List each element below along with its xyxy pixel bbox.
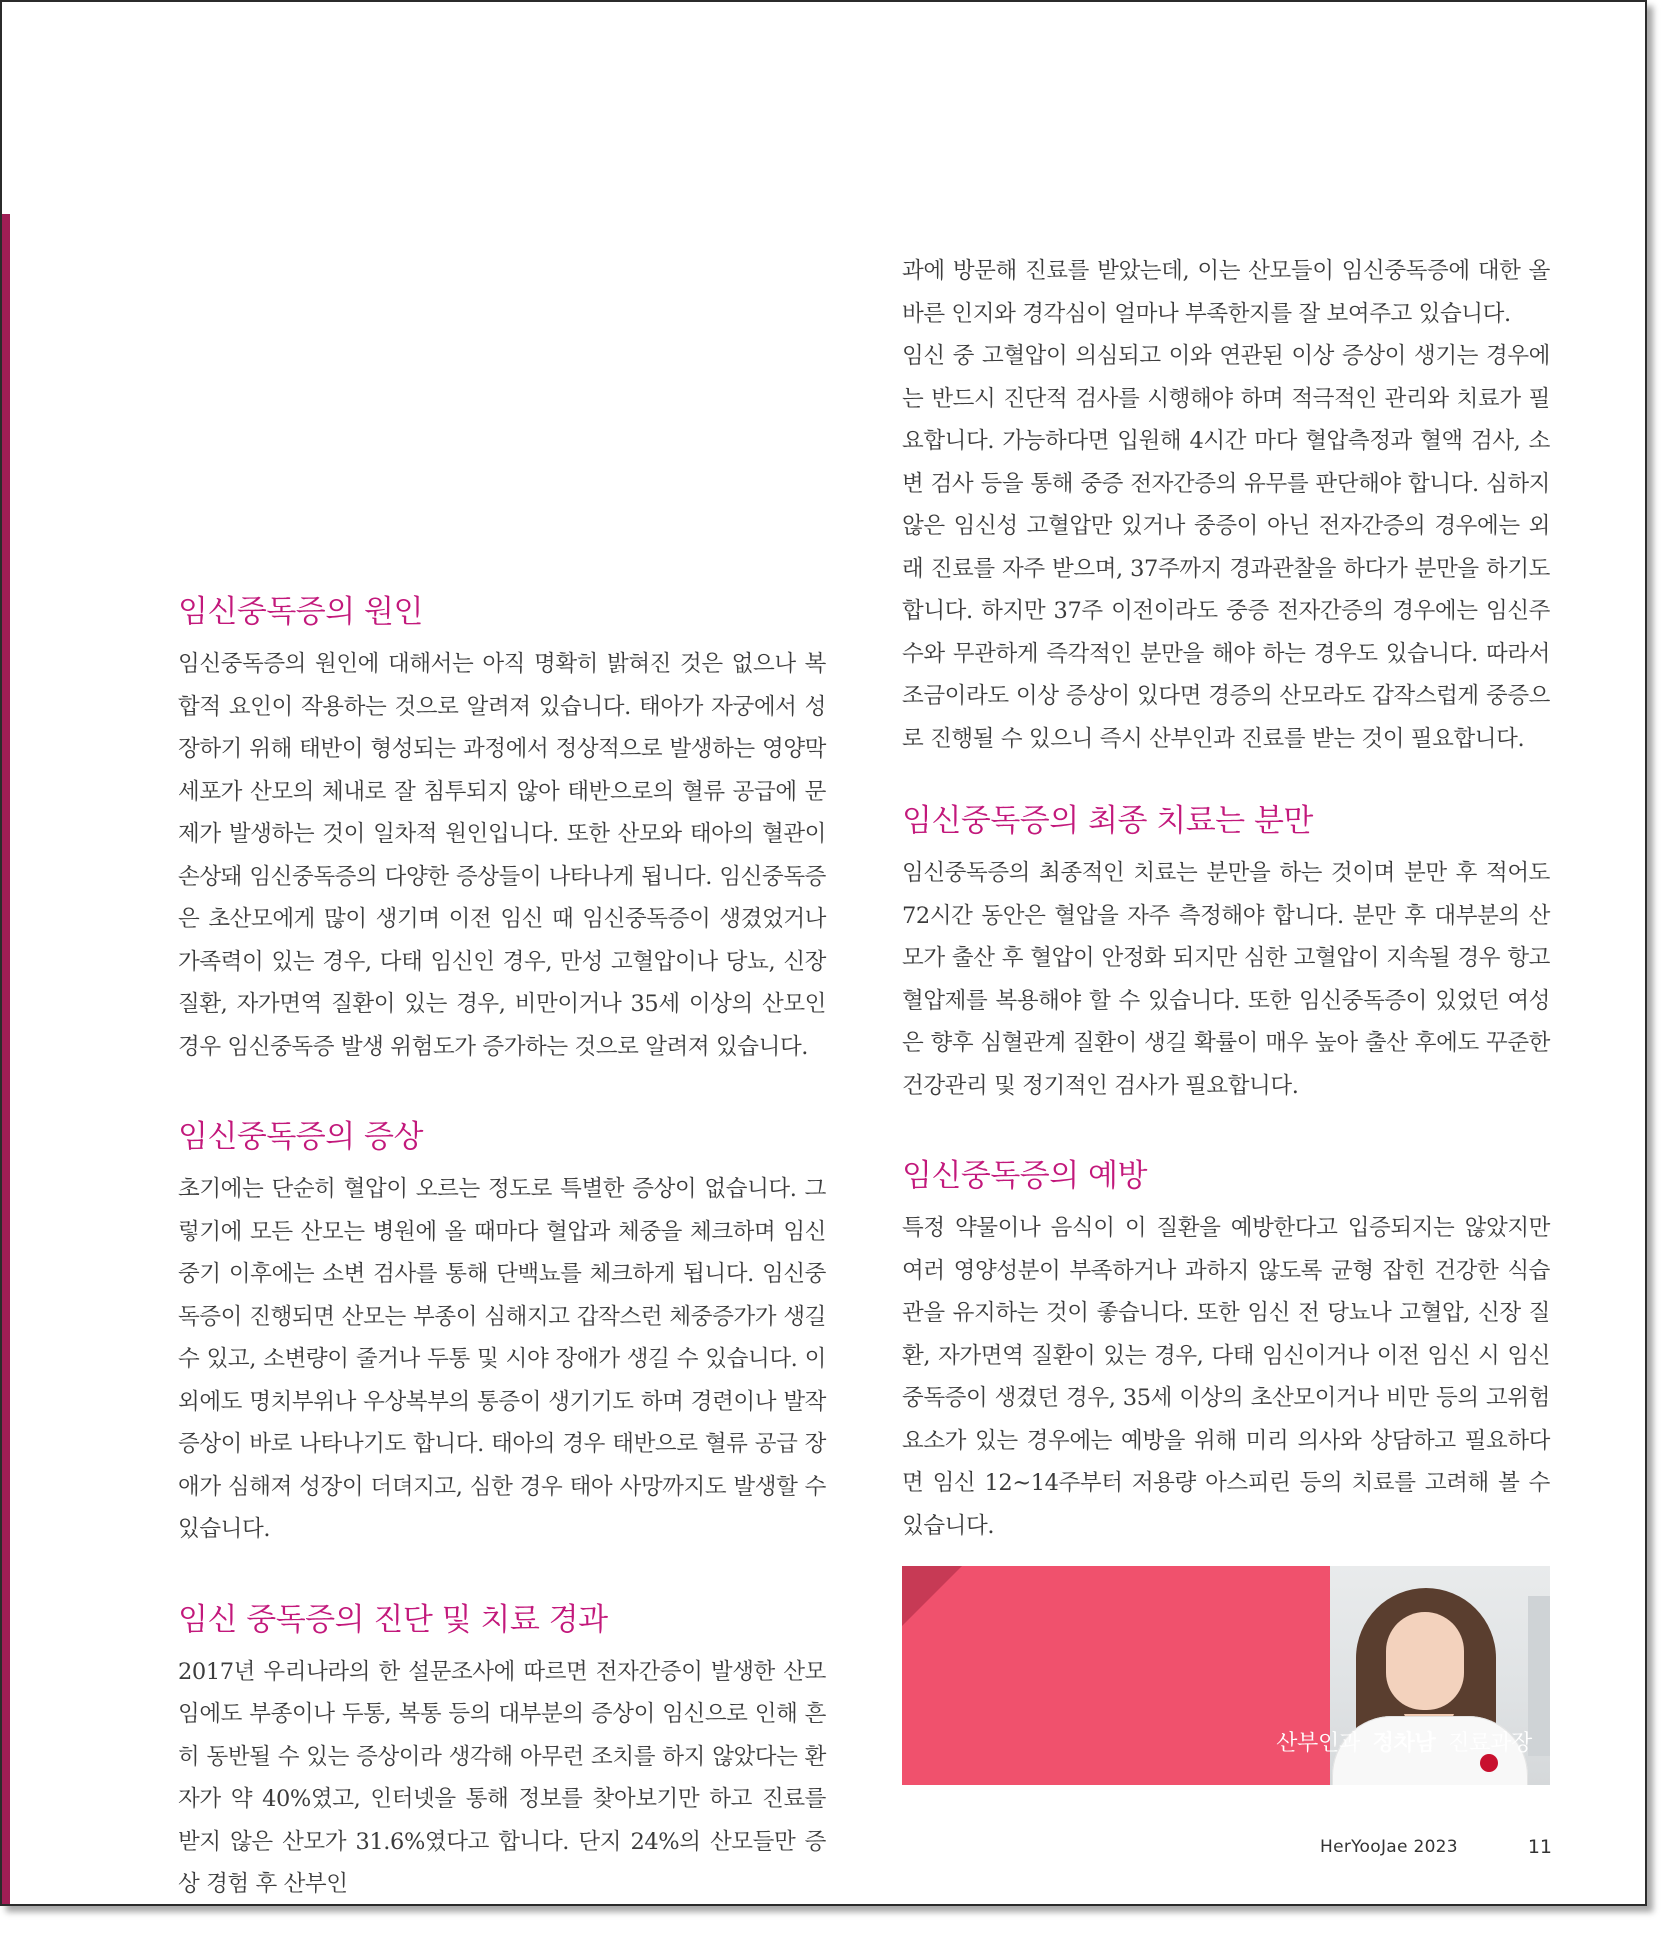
section-heading: 임신중독증의 원인	[178, 594, 423, 630]
doctor-name: 정차남	[1372, 1731, 1436, 1756]
section-heading: 임신중독증의 최종 치료는 분만	[902, 803, 1313, 839]
magazine-name: HerYooJae 2023	[1320, 1837, 1458, 1857]
doctor-department: 산부인과	[1276, 1731, 1360, 1756]
section-body: 초기에는 단순히 혈압이 오르는 정도로 특별한 증상이 없습니다. 그렇기에 모든 산모는 병원에 올 때마다 혈압과 체중을 체크하며 임신 중기 이후에는 소변 검사를 통해 단백뇨를 체크하게 됩니다. 임신중독증이 진행되면 산모는 부종이 심해지고 갑작스런 체중증가가 생길 수 있고, 소변량이 줄거나 두통 및 시야 장애가 생길 수 있습니다. 이외에도 명치부위나 우상복부의 통증이 생기기도 하며 경련이나 발작 증상이 바로 나타나기도 합니다. 태아의 경우 태반으로 혈류 공급 장애가 심해져 성장이 더뎌지고, 심한 경우 태아 사망까지도 발생할 수 있습니다.	[178, 1176, 826, 1542]
section-heading: 임신중독증의 증상	[178, 1119, 423, 1155]
section-body: 임신중독증의 원인에 대해서는 아직 명확히 밝혀진 것은 없으나 복합적 요인이 작용하는 것으로 알려져 있습니다. 태아가 자궁에서 성장하기 위해 태반이 형성되는 과정에서 정상적으로 발생하는 영양막세포가 산모의 체내로 잘 침투되지 않아 태반으로의 혈류 공급에 문제가 발생하는 것이 일차적 원인입니다. 또한 산모와 태아의 혈관이 손상돼 임신중독증의 다양한 증상들이 나타나게 됩니다. 임신중독증은 초산모에게 많이 생기며 이전 임신 때 임신중독증이 생겼었거나 가족력이 있는 경우, 다태 임신인 경우, 만성 고혈압이나 당뇨, 신장 질환, 자가면역 질환이 있는 경우, 비만이거나 35세 이상의 산모인 경우 임신중독증 발생 위험도가 증가하는 것으로 알려져 있습니다.	[178, 651, 826, 1060]
right-column	[902, 250, 1550, 1591]
section-symptoms	[178, 1112, 826, 1551]
section-heading: 임신중독증의 예방	[902, 1158, 1147, 1194]
section-body: 특정 약물이나 음식이 이 질환을 예방한다고 입증되지는 않았지만 여러 영양성분이 부족하거나 과하지 않도록 균형 잡힌 건강한 식습관을 유지하는 것이 좋습니다. 또한 임신 전 당뇨나 고혈압, 신장 질환, 자가면역 질환이 있는 경우, 다태 임신이거나 이전 임신 시 임신중독증이 생겼던 경우, 35세 이상의 초산모이거나 비만 등의 고위험요소가 있는 경우에는 예방을 위해 미리 의사와 상담하고 필요하다면 임신 12~14주부터 저용량 아스피린 등의 치료를 고려해 볼 수 있습니다.	[902, 1215, 1550, 1539]
doctor-title: 진료과장	[1448, 1731, 1532, 1756]
left-column	[178, 587, 826, 1950]
doctor-caption	[1270, 1726, 1532, 1757]
card-pink-panel	[902, 1566, 1330, 1785]
fold-shadow	[902, 1566, 962, 1626]
doctor-face	[1386, 1612, 1464, 1710]
section-treatment	[902, 796, 1550, 1107]
section-diagnosis-continued	[902, 250, 1550, 760]
section-cause	[178, 587, 826, 1068]
spine-accent-bar	[2, 214, 10, 1904]
doctor-profile-card	[902, 1566, 1550, 1785]
section-diagnosis	[178, 1595, 826, 1906]
section-body: 2017년 우리나라의 한 설문조사에 따르면 전자간증이 발생한 산모임에도 부종이나 두통, 복통 등의 대부분의 증상이 임신으로 인해 흔히 동반될 수 있는 증상이라 생각해 아무런 조치를 하지 않았다는 환자가 약 40%였고, 인터넷을 통해 정보를 찾아보기만 하고 진료를 받지 않은 산모가 31.6%였다고 합니다. 단지 24%의 산모들만 증상 경험 후 산부인	[178, 1658, 826, 1897]
section-body-continued: 과에 방문해 진료를 받았는데, 이는 산모들이 임신중독증에 대한 올바른 인지와 경각심이 얼마나 부족한지를 잘 보여주고 있습니다.	[902, 258, 1550, 327]
page-number: 11	[1527, 1836, 1552, 1858]
section-heading: 임신 중독증의 진단 및 치료 경과	[178, 1601, 608, 1638]
section-prevention	[902, 1151, 1550, 1547]
page-footer	[1320, 1837, 1552, 1857]
section-body: 임신 중 고혈압이 의심되고 이와 연관된 이상 증상이 생기는 경우에는 반드시 진단적 검사를 시행해야 하며 적극적인 관리와 치료가 필요합니다. 가능하다면 입원해 4시간 마다 혈압측정과 혈액 검사, 소변 검사 등을 통해 중증 전자간증의 유무를 판단해야 합니다. 심하지 않은 임신성 고혈압만 있거나 중증이 아닌 전자간증의 경우에는 외래 진료를 자주 받으며, 37주까지 경과관찰을 하다가 분만을 하기도 합니다. 하지만 37주 이전이라도 중증 전자간증의 경우에는 임신주수와 무관하게 즉각적인 분만을 해야 하는 경우도 있습니다. 따라서 조금이라도 이상 증상이 있다면 경증의 산모라도 갑작스럽게 중증으로 진행될 수 있으니 즉시 산부인과 진료를 받는 것이 필요합니다.	[902, 343, 1550, 752]
section-body: 임신중독증의 최종적인 치료는 분만을 하는 것이며 분만 후 적어도 72시간 동안은 혈압을 자주 측정해야 합니다. 분만 후 대부분의 산모가 출산 후 혈압이 안정화 되지만 심한 고혈압이 지속될 경우 항고혈압제를 복용해야 할 수 있습니다. 또한 임신중독증이 있었던 여성은 향후 심혈관계 질환이 생길 확률이 매우 높아 출산 후에도 꾸준한 건강관리 및 정기적인 검사가 필요합니다.	[902, 860, 1550, 1099]
